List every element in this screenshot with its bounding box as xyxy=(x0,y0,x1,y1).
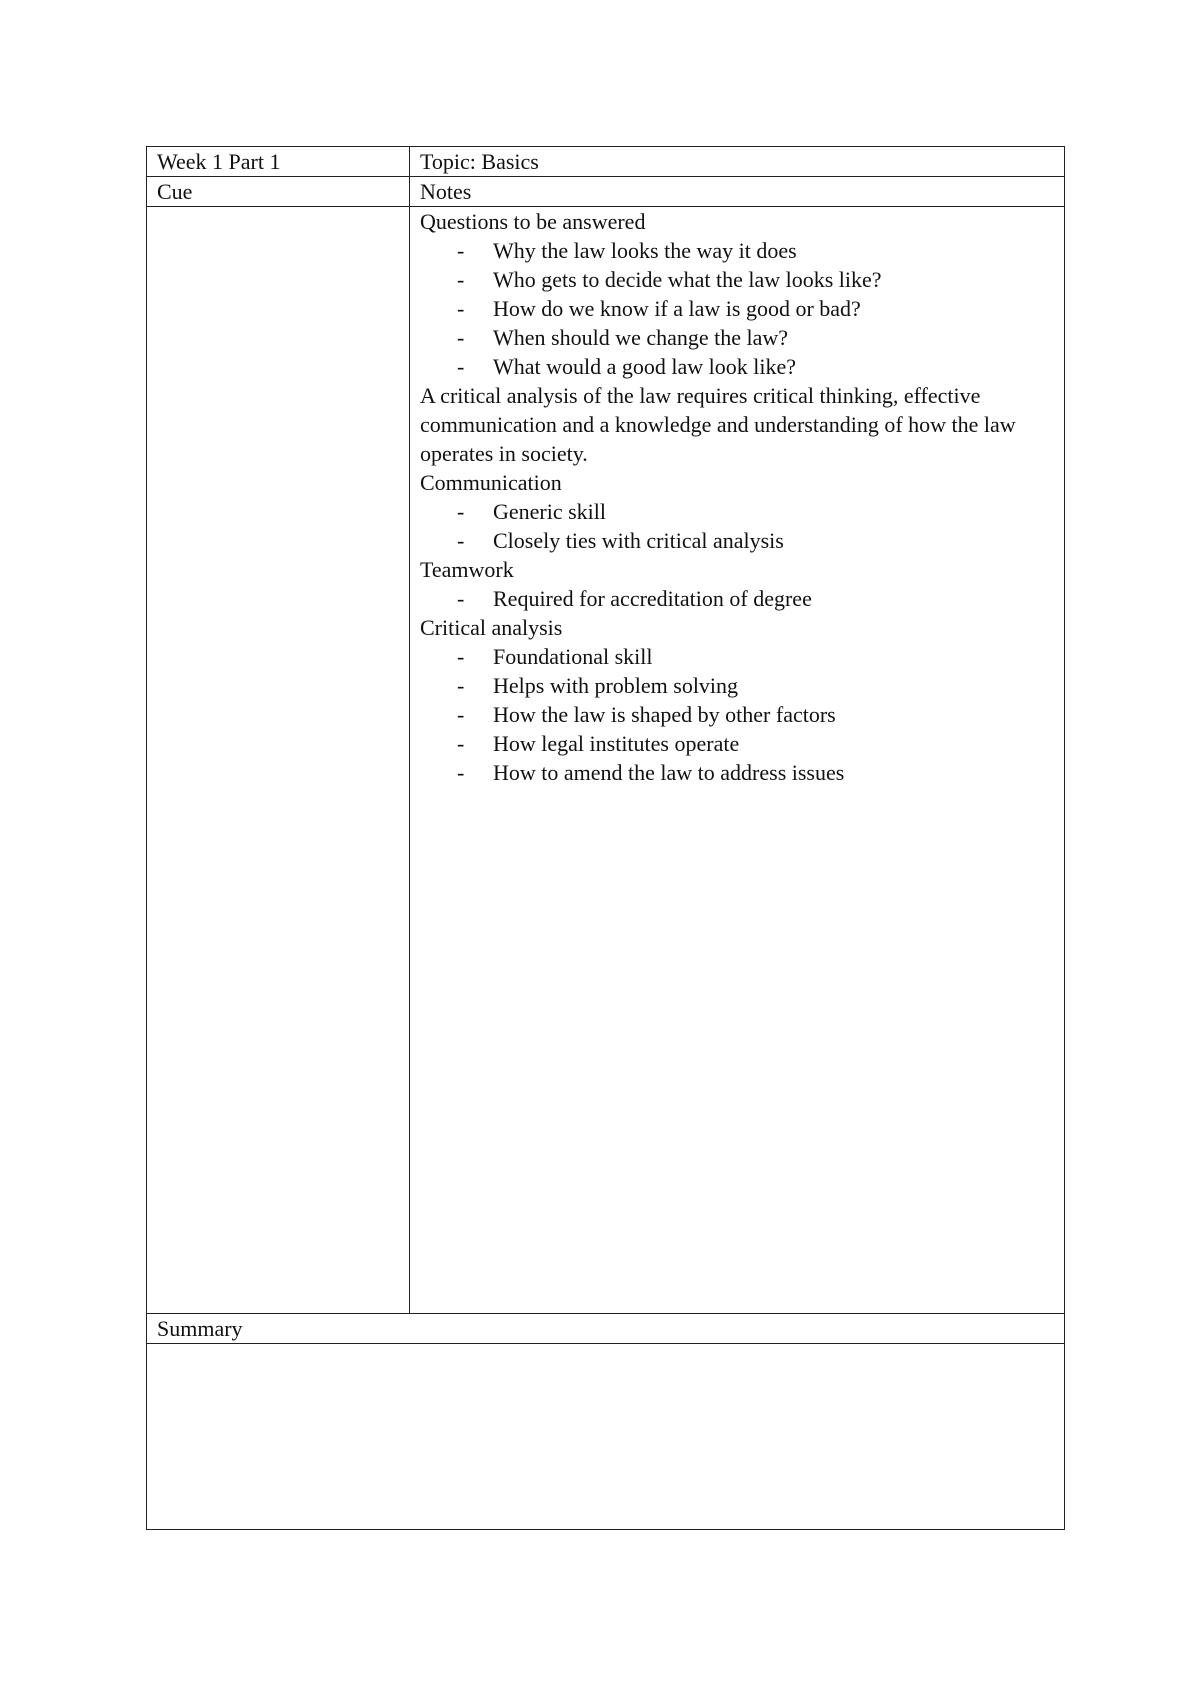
week-label: Week 1 Part 1 xyxy=(147,147,410,177)
list-item-text: How the law is shaped by other factors xyxy=(493,702,836,727)
summary-cell xyxy=(147,1344,1065,1530)
communication-section xyxy=(420,468,1064,555)
critical-analysis-section xyxy=(420,613,1064,787)
critical-analysis-list xyxy=(420,642,1064,787)
dash-marker: - xyxy=(457,354,465,379)
teamwork-list xyxy=(420,584,1064,613)
dash-marker: - xyxy=(457,499,465,524)
list-item-text: What would a good law look like? xyxy=(493,354,797,379)
dash-marker: - xyxy=(457,731,465,756)
column-header-row xyxy=(147,177,1065,207)
questions-section xyxy=(420,207,1064,381)
dash-marker: - xyxy=(457,296,465,321)
list-item xyxy=(420,671,1064,700)
cornell-notes-table xyxy=(146,146,1065,1530)
list-item-text: Foundational skill xyxy=(493,644,653,669)
list-item-text: Helps with problem solving xyxy=(493,673,739,698)
list-item xyxy=(420,294,1064,323)
summary-body-row xyxy=(147,1344,1065,1530)
dash-marker: - xyxy=(457,644,465,669)
list-item xyxy=(420,700,1064,729)
list-item-text: Generic skill xyxy=(493,499,607,524)
communication-list xyxy=(420,497,1064,555)
topic-label: Topic: Basics xyxy=(410,147,1065,177)
list-item xyxy=(420,497,1064,526)
list-item-text: How legal institutes operate xyxy=(493,731,740,756)
critical-analysis-paragraph: A critical analysis of the law requires critical thinking, effective communication and a knowledge and understanding of how the law operates in society. xyxy=(420,383,1016,466)
notes-column-label: Notes xyxy=(410,177,1065,207)
header-row xyxy=(147,147,1065,177)
list-item xyxy=(420,265,1064,294)
notes-body-row xyxy=(147,207,1065,1314)
critical-analysis-heading: Critical analysis xyxy=(420,615,563,640)
teamwork-section xyxy=(420,555,1064,613)
dash-marker: - xyxy=(457,673,465,698)
list-item xyxy=(420,758,1064,787)
list-item xyxy=(420,584,1064,613)
list-item-text: Required for accreditation of degree xyxy=(493,586,812,611)
cue-column-label: Cue xyxy=(147,177,410,207)
summary-label: Summary xyxy=(147,1314,1065,1344)
list-item-text: Who gets to decide what the law looks like? xyxy=(493,267,882,292)
notes-cell xyxy=(410,207,1065,1314)
list-item-text: Why the law looks the way it does xyxy=(493,238,797,263)
list-item xyxy=(420,526,1064,555)
list-item xyxy=(420,642,1064,671)
list-item xyxy=(420,236,1064,265)
dash-marker: - xyxy=(457,238,465,263)
summary-label-row xyxy=(147,1314,1065,1344)
teamwork-heading: Teamwork xyxy=(420,557,514,582)
dash-marker: - xyxy=(457,267,465,292)
list-item xyxy=(420,352,1064,381)
cue-cell xyxy=(147,207,410,1314)
dash-marker: - xyxy=(457,702,465,727)
dash-marker: - xyxy=(457,586,465,611)
questions-list xyxy=(420,236,1064,381)
list-item xyxy=(420,323,1064,352)
dash-marker: - xyxy=(457,528,465,553)
communication-heading: Communication xyxy=(420,470,562,495)
list-item-text: How do we know if a law is good or bad? xyxy=(493,296,861,321)
list-item-text: When should we change the law? xyxy=(493,325,789,350)
list-item-text: Closely ties with critical analysis xyxy=(493,528,784,553)
questions-heading: Questions to be answered xyxy=(420,209,646,234)
dash-marker: - xyxy=(457,760,465,785)
dash-marker: - xyxy=(457,325,465,350)
list-item-text: How to amend the law to address issues xyxy=(493,760,845,785)
list-item xyxy=(420,729,1064,758)
